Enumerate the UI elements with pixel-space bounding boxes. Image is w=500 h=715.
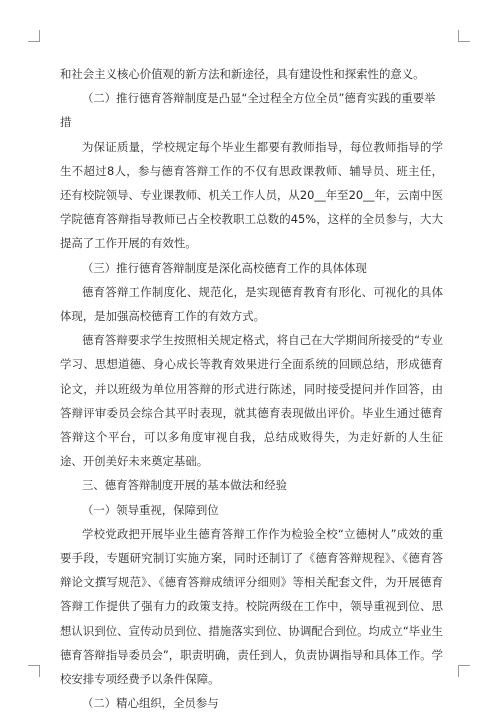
section-heading: （二）精心组织，全员参与	[82, 696, 219, 711]
section-heading: （二）推行德育答辩制度是凸显“全过程全方位全员”德育实践的重要举措	[60, 91, 436, 130]
crop-mark-bottom-right	[458, 665, 470, 677]
chapter-heading: 三、德育答辩制度开展的基本做法和经验	[82, 478, 288, 493]
crop-mark-top-right	[458, 30, 470, 42]
paragraph-continuation: 和社会主义核心价值观的新方法和新途径，具有建设性和探索性的意义。	[60, 67, 425, 81]
crop-mark-bottom-left	[28, 665, 40, 677]
paragraph: 德育答辩工作制度化、规范化，是实现德育教育有形化、可视化的具体体现，是加强高校德育工作的有效方式。	[60, 284, 443, 324]
paragraph: 学校党政把开展毕业生德育答辩工作作为检验全校“立德树人”成效的重要手段，专题研究制订实施方案，同时还制订了《德育答辩规程》、《德育答辩论文撰写规范》、《德育答辩成绩评分细则》等相关配套文件，为开展德育答辩工作提供了强有力的政策支持。校院两级在工作中，领导重视到位、思想认识到位、宣传动员到位、措施落实到位、协调配合到位。均成立“毕业生德育答辩指导委员会”，职责明确，责任到人，负责协调指导和具体工作。学校安排专项经费予以条件保障。	[60, 526, 443, 687]
section-heading: （一）领导重视，保障到位	[82, 502, 219, 517]
crop-mark-top-left	[28, 30, 40, 42]
section-heading: （三）推行德育答辩制度是深化高校德育工作的具体体现	[82, 260, 367, 275]
paragraph: 德育答辩要求学生按照相关规定格式，将自己在大学期间所接受的“专业学习、思想道德、身心成长等教育效果进行全面系统的回顾总结，形成德育论文，并以班级为单位用答辩的形式进行陈述，同时接受提问并作回答，由答辩评审委员会综合其平时表现，就其德育表现做出评价。毕业生通过德育答辩这个平台，可以多角度审视自我，总结成败得失，为走好新的人生征途、开创美好未来奠定基础。	[60, 333, 443, 469]
paragraph: 为保证质量，学校规定每个毕业生都要有教师指导，每位教师指导的学生不超过8人，参与德育答辩工作的不仅有思政课教师、辅导员、班主任，还有校院领导、专业课教师、机关工作人员，从20__年至20__年，云南中医学院德育答辩指导教师已占全校教职工总数的45%，这样的全员参与，大大提高了工作开展的有效性。	[60, 139, 443, 251]
document-body	[60, 62, 443, 715]
